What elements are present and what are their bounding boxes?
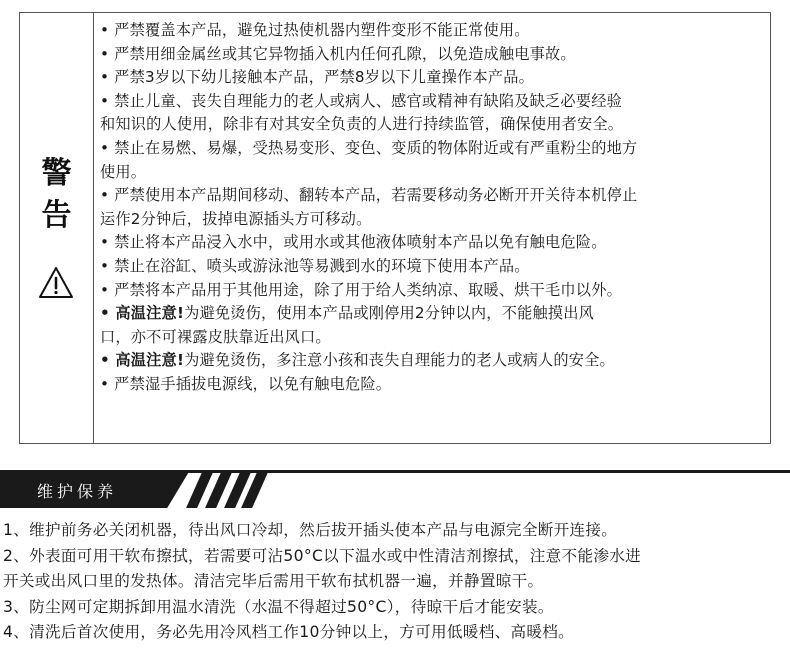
warning-item: • 禁止在浴缸、喷头或游泳池等易溅到水的环境下使用本产品。 <box>100 256 530 275</box>
maintenance-line: 3、防尘网可定期拆卸用温水清洗（水温不得超过50°C），待晾干后才能安装。 <box>3 597 554 616</box>
warning-item: 口，亦不可裸露皮肤靠近出风口。 <box>100 327 331 346</box>
warning-item: • 严禁湿手插拔电源线，以免有触电危险。 <box>100 374 392 393</box>
warning-item: • 禁止在易燃、易爆，受热易变形、变色、变质的物体附近或有严重粉尘的地方 <box>100 138 638 157</box>
warning-item: • 高温注意!为避免烫伤，使用本产品或刚停用2分钟以内，不能触摸出风 <box>100 304 595 323</box>
high-temp-label: • 高温注意! <box>100 304 185 323</box>
maintenance-title: 维护保养 <box>37 482 118 501</box>
warning-item: 和知识的人使用，除非有对其安全负责的人进行持续监管，确保使用者安全。 <box>100 115 624 134</box>
maintenance-header <box>0 470 790 508</box>
maintenance-line: 开关或出风口里的发热体。清洁完毕后需用干软布拭机器一遍，并静置晾干。 <box>3 572 544 590</box>
maintenance-line: 4、清洗后首次使用，务必先用冷风档工作10分钟以上，方可用低暖档、高暖档。 <box>3 623 575 641</box>
maintenance-line: 2、外表面可用干软布擦拭，若需要可沾50°C以下温水或中性清洁剂擦拭，注意不能渗水进 <box>3 546 642 565</box>
warning-item: • 严禁3岁以下幼儿接触本产品，严禁8岁以下儿童操作本产品。 <box>100 68 534 87</box>
warning-box <box>19 12 771 444</box>
warning-item: 使用。 <box>100 162 147 181</box>
warning-item: • 高温注意!为避免烫伤，多注意小孩和丧失自理能力的老人或病人的安全。 <box>100 351 615 370</box>
warning-item: • 禁止将本产品浸入水中，或用水或其他液体喷射本产品以免有触电危险。 <box>100 233 607 252</box>
maintenance-line: 1、维护前务必关闭机器，待出风口冷却，然后拔开插头使本产品与电源完全断开连接。 <box>3 521 618 539</box>
warning-item: • 禁止儿童、丧失自理能力的老人或病人、感官或精神有缺陷及缺乏必要经验 <box>100 91 622 110</box>
warning-item: • 严禁使用本产品期间移动、翻转本产品，若需要移动务必断开开关待本机停止 <box>100 186 638 205</box>
warning-triangle-icon <box>38 266 74 299</box>
warning-item: • 严禁用细金属丝或其它异物插入机内任何孔隙，以免造成触电事故。 <box>100 44 576 63</box>
warning-item: 运作2分钟后，拔掉电源插头方可移动。 <box>100 209 372 228</box>
high-temp-label: • 高温注意! <box>100 351 185 370</box>
maintenance-list <box>3 518 787 646</box>
warning-title-char: 警 <box>41 156 72 191</box>
warning-title-char: 告 <box>41 198 72 233</box>
warning-item: • 严禁将本产品用于其他用途，除了用于给人类纳凉、取暖、烘干毛巾以外。 <box>100 280 622 299</box>
warning-list <box>100 19 764 397</box>
warning-sidebar <box>20 13 94 443</box>
warning-item: • 严禁覆盖本产品，避免过热使机器内塑件变形不能正常使用。 <box>100 21 530 39</box>
